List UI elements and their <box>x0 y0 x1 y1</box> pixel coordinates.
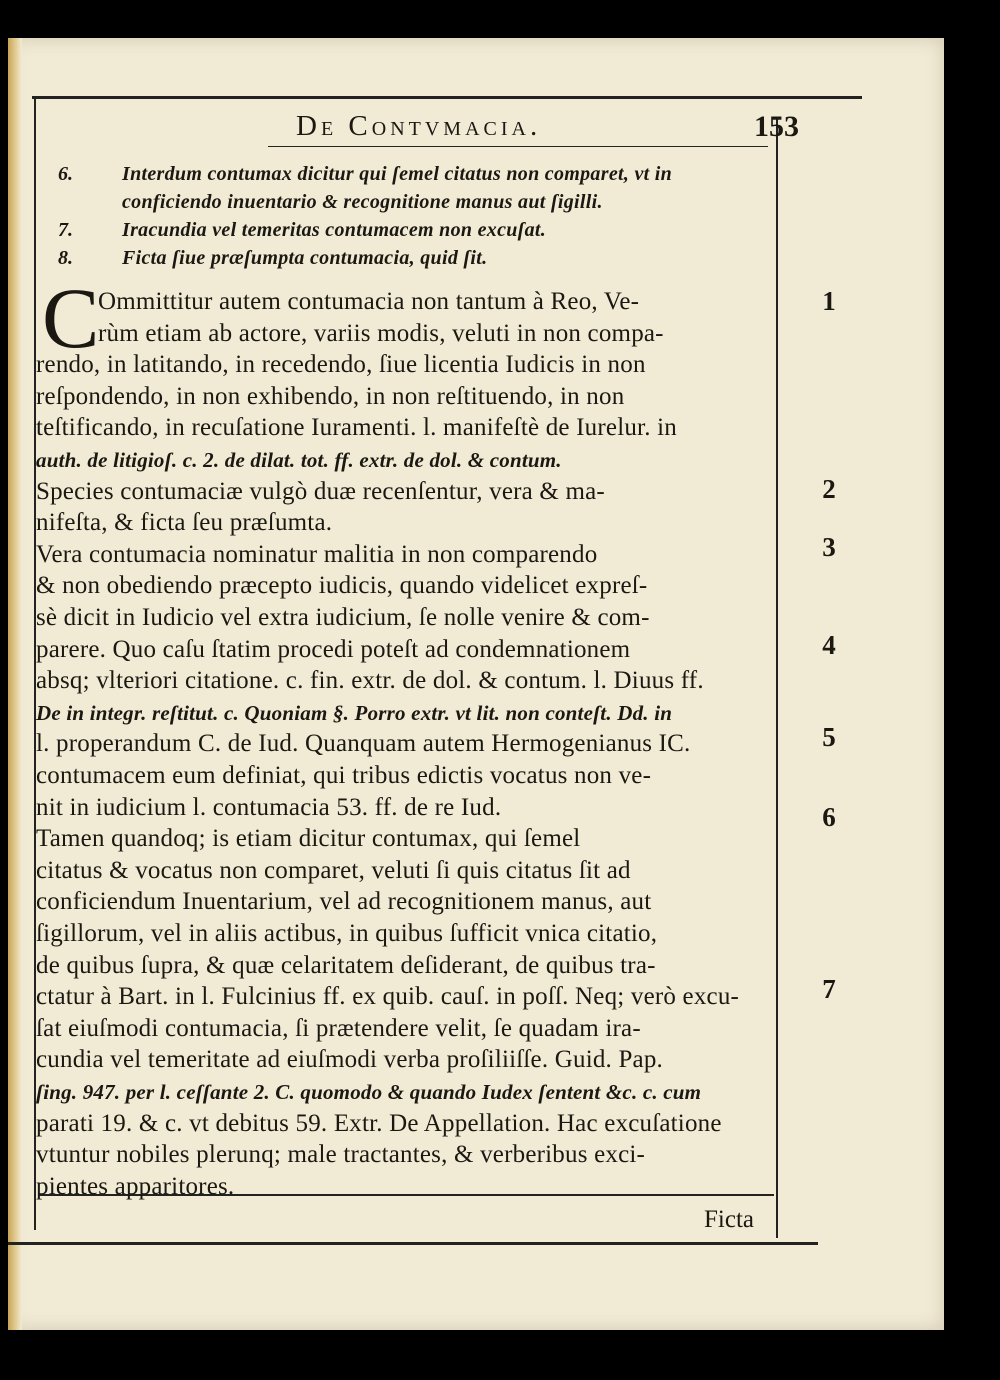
body-line: & non obediendo præcepto iudicis, quando videlicet expreſ- <box>36 572 648 600</box>
footer-rule <box>8 1242 818 1245</box>
summary-number: 6. <box>58 163 73 185</box>
body-line: l. properandum C. de Iud. Quanquam autem Hermogenianus IC. <box>36 730 691 758</box>
body-line: contumacem eum definiat, qui tribus edictis vocatus non ve- <box>36 762 652 789</box>
body-line: vtuntur nobiles plerunq; male tractantes, & verberibus exci- <box>36 1141 646 1169</box>
summary-text: Ficta ſiue præſumpta contumacia, quid ſit. <box>122 247 488 269</box>
margin-number: 6 <box>822 802 836 832</box>
body-line: de quibus ſupra, & quæ celaritatem deſiderant, de quibus tra- <box>36 951 656 979</box>
margin-number: 1 <box>822 286 836 316</box>
body-line: nifeſta, & ficta ſeu præſumta. <box>36 509 333 537</box>
right-frame-rule <box>776 118 778 1238</box>
margin-number: 2 <box>822 474 836 504</box>
summary-number: 7. <box>58 219 73 241</box>
body-line: ſat eiuſmodi contumacia, ſi prætendere velit, ſe quadam ira- <box>36 1014 641 1042</box>
header-rule <box>268 146 768 147</box>
body-line: citatus & vocatus non comparet, veluti ſi quis citatus ſit ad <box>36 856 631 884</box>
body-line: Vera contumacia nominatur malitia in non comparendo <box>36 540 598 568</box>
body-line: pientes apparitores. <box>36 1172 235 1200</box>
body-line: parere. Quo caſu ſtatim procedi poteſt ad condemnationem <box>36 635 631 663</box>
running-title: De Contvmacia. <box>296 110 542 142</box>
summary-number: 8. <box>58 247 73 269</box>
catchword: Ficta <box>704 1206 754 1233</box>
margin-number: 7 <box>822 974 836 1004</box>
top-rule <box>32 96 862 99</box>
summary-text: Interdum contumax dicitur qui ſemel citatus non comparet, vt in <box>122 163 673 185</box>
summary-text: conficiendo inuentario & recognitione manus aut ſigilli. <box>122 191 603 213</box>
body-line: De in integr. reſtitut. c. Quoniam §. Porro extr. vt lit. non conteſt. Dd. in <box>36 700 673 725</box>
summary-text: Iracundia vel temeritas contumacem non excuſat. <box>122 219 547 241</box>
body-line: auth. de litigioſ. c. 2. de dilat. tot. ff. extr. de dol. & contum. <box>36 448 562 472</box>
body-line: cundia vel temeritate ad eiuſmodi verba proſiliiſſe. Guid. Pap. <box>36 1046 664 1074</box>
margin-number: 4 <box>822 630 836 660</box>
body-line: ctatur à Bart. in l. Fulcinius ff. ex quib. cauſ. in poſſ. Neq; verò excu- <box>36 983 740 1011</box>
body-line: teſtificando, in recuſatione Iuramenti. l. manifeſtè de Iurelur. in <box>36 414 677 442</box>
margin-number: 3 <box>822 532 836 562</box>
body-line: Species contumaciæ vulgò duæ recenſentur, vera & ma- <box>36 477 605 505</box>
body-line: parati 19. & c. vt debitus 59. Extr. De Appellation. Hac excuſatione <box>36 1109 722 1137</box>
page-spine-edge <box>8 38 22 1330</box>
book-page <box>8 38 944 1330</box>
body-line: conficiendum Inuentarium, vel ad recognitionem manus, aut <box>36 888 652 916</box>
body-line: sè dicit in Iudicio vel extra iudicium, ſe nolle venire & com- <box>36 604 650 631</box>
body-line: Tamen quandoq; is etiam dicitur contumax, qui ſemel <box>36 825 581 853</box>
body-line: nit in iudicium l. contumacia 53. ff. de re Iud. <box>36 793 502 821</box>
body-line: Ommittitur autem contumacia non tantum à Reo, Ve- <box>98 288 640 315</box>
page-number: 153 <box>754 110 799 143</box>
body-line: rendo, in latitando, in recedendo, ſiue licentia Iudicis in non <box>36 351 646 379</box>
body-line: ſigillorum, vel in aliis actibus, in quibus ſufficit vnica citatio, <box>36 920 658 947</box>
drop-capital: C <box>42 270 100 366</box>
body-line: reſpondendo, in non exhibendo, in non reſtituendo, in non <box>36 382 625 410</box>
margin-number: 5 <box>822 722 836 752</box>
body-line: rùm etiam ab actore, variis modis, veluti in non compa- <box>98 319 664 347</box>
body-line: ſing. 947. per l. ceſſante 2. C. quomodo & quando Iudex ſentent &c. c. cum <box>36 1080 702 1104</box>
body-line: absq; vlteriori citatione. c. fin. extr. de dol. & contum. l. Diuus ff. <box>36 667 704 695</box>
